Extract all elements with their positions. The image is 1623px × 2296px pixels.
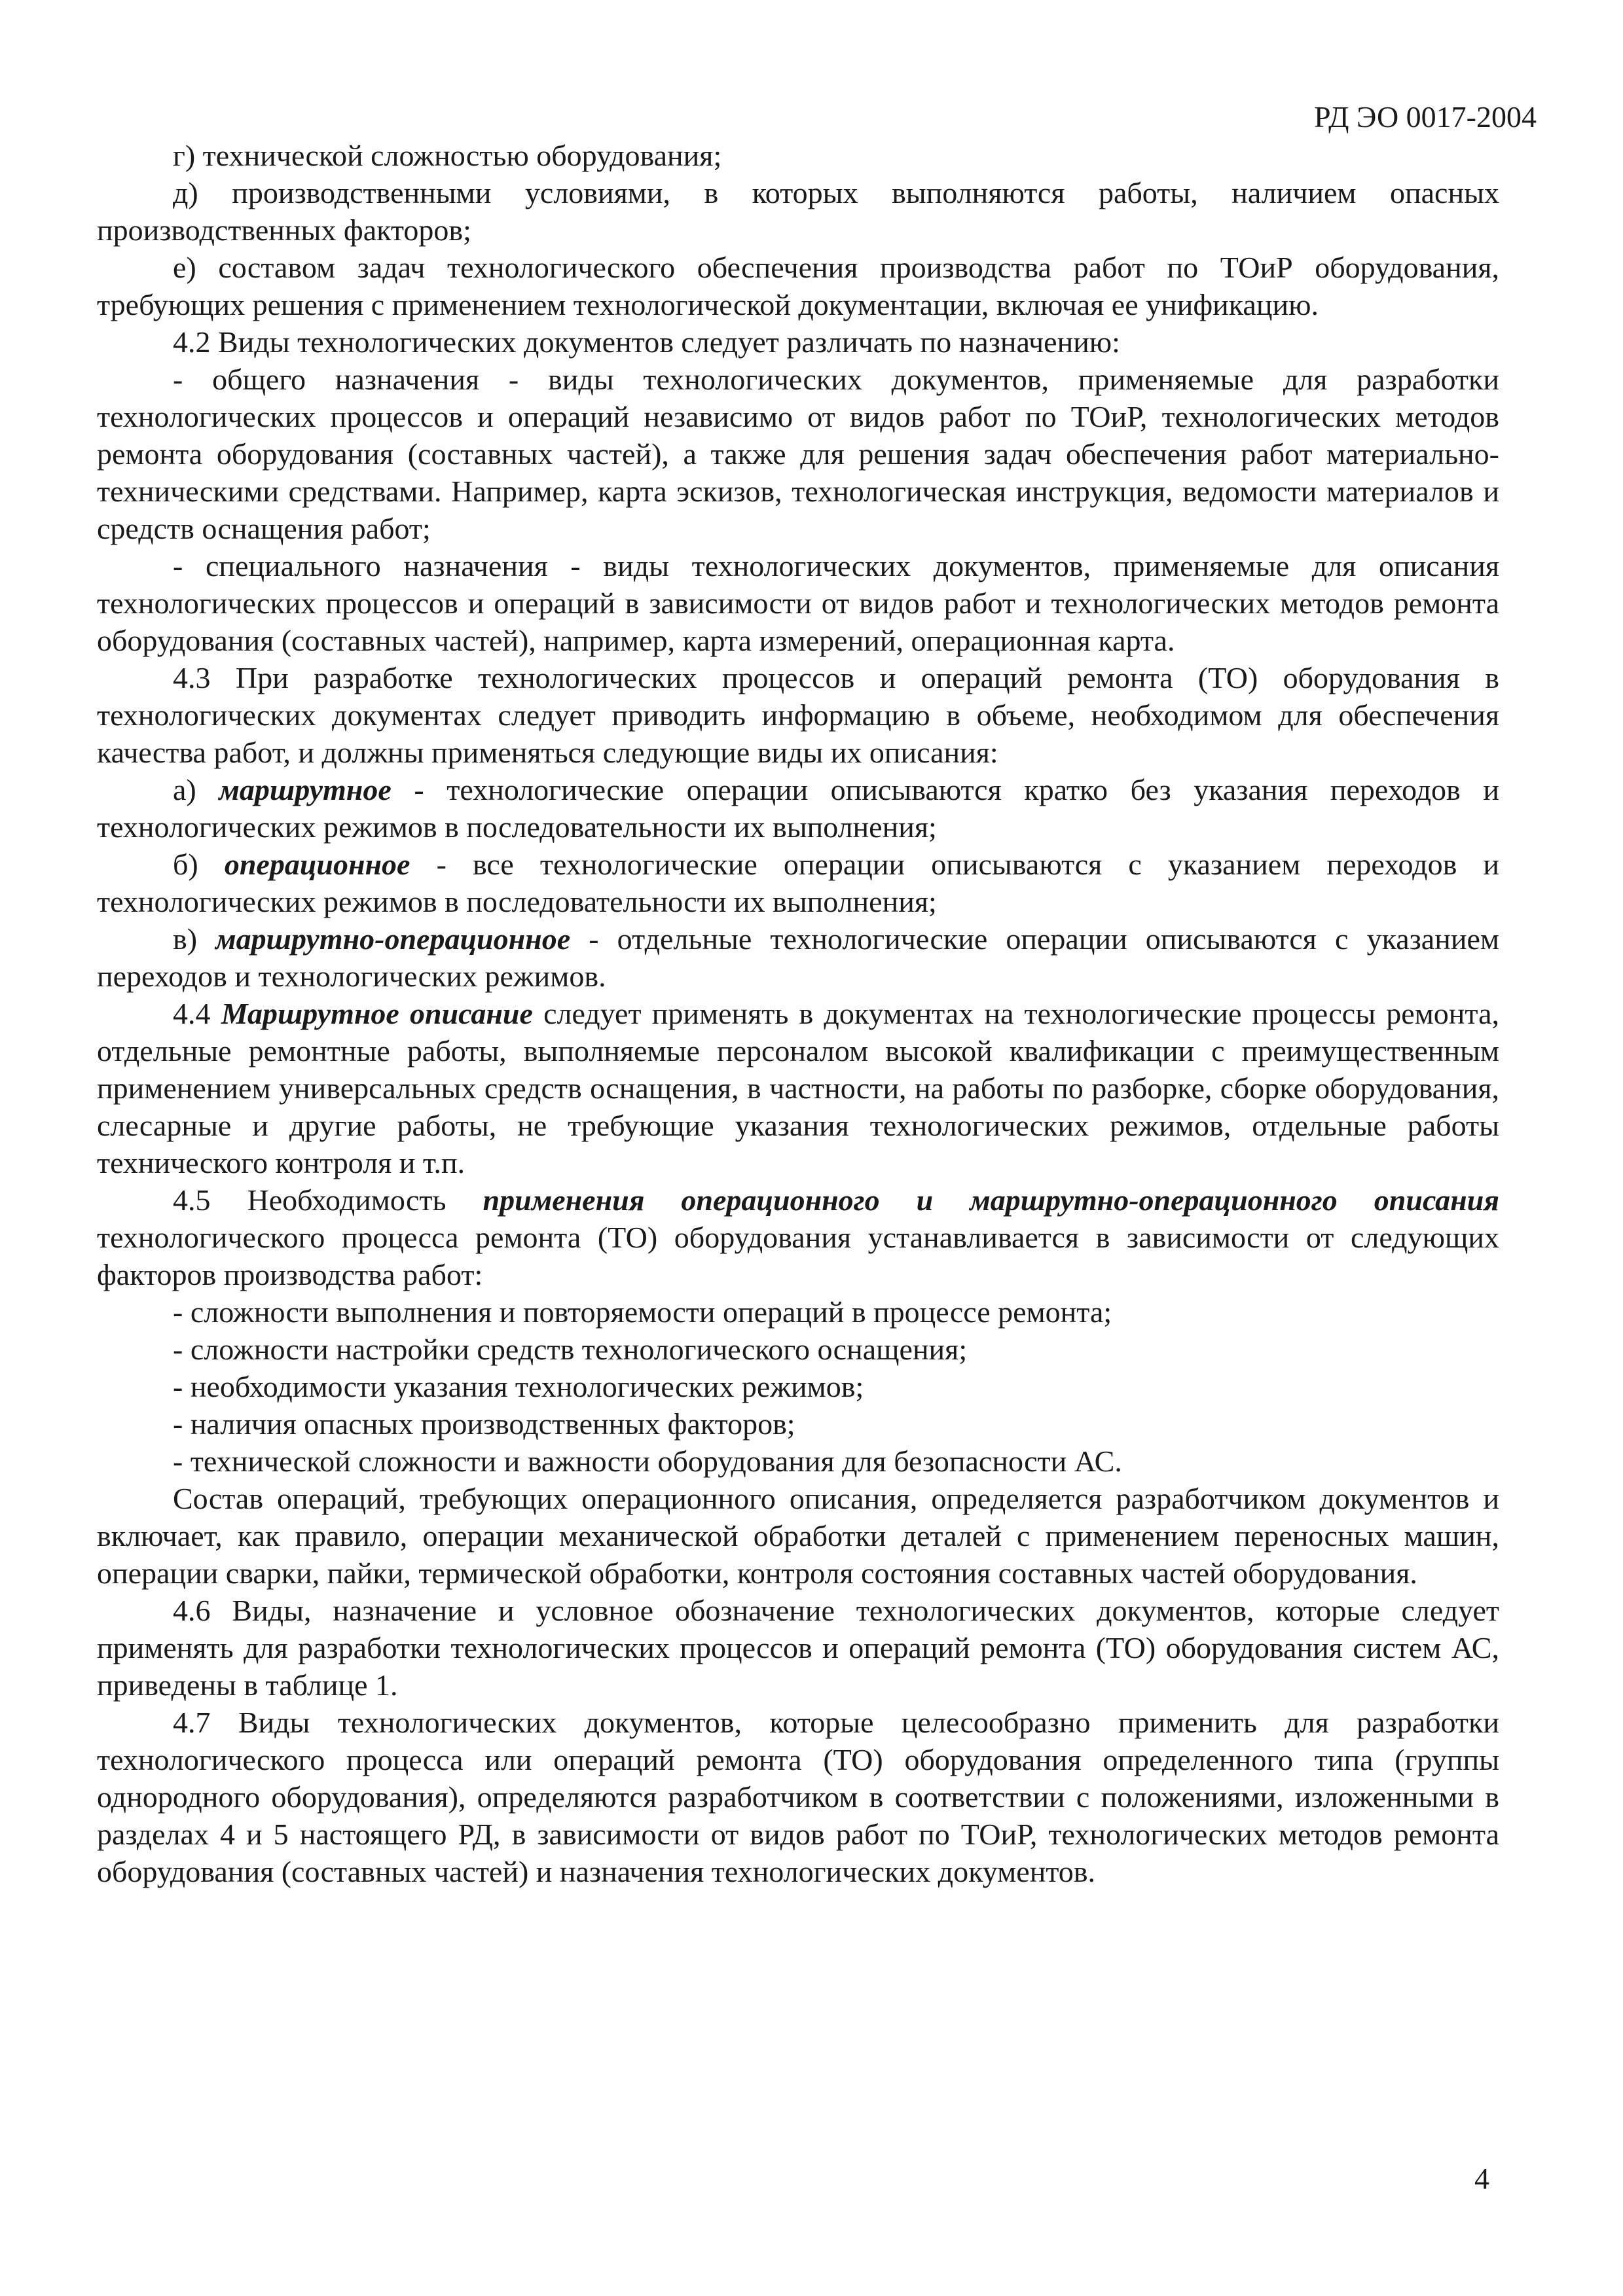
item-text: - все технологические операции описываются с указанием переходов и технологических режимов в последовательности их выполнения; bbox=[97, 848, 1499, 918]
item-text: - технологические операции описываются кратко без указания переходов и технологических режимов в последовательности их выполнения; bbox=[97, 773, 1499, 844]
paragraph-4-2: 4.2 Виды технологических документов следует различать по назначению: bbox=[173, 325, 1120, 359]
term-route: маршрутное bbox=[219, 773, 392, 806]
paragraph-4-6: 4.6 Виды, назначение и условное обозначение технологических документов, которые следует применять для разработки технологических процессов и операций ремонта (ТО) оборудования систем АС, приведены в таблице 1. bbox=[97, 1594, 1499, 1702]
paragraph-4-7: 4.7 Виды технологических документов, которые целесообразно применить для разработки технологического процесса или операций ремонта (ТО) оборудования определенного типа (группы однородного оборудования), определяются разработчиком в соответствии с положениями, изложенными в разделах 4 и 5 настоящего РД, в зависимости от видов работ по ТОиР, технологических методов ремонта оборудования (составных частей) и назначения технологических документов. bbox=[97, 1706, 1499, 1888]
paragraph-item-a bbox=[97, 771, 1499, 846]
item-text: следует применять в документах на технологические процессы ремонта, отдельные ремонтные работы, выполняемые персоналом высокой квалификации с преимущественным применением универсальных средств оснащения, в частности, на работы по разборке, сборке оборудования, слесарные и другие работы, не требующие указания технологических режимов, отдельные работы технического контроля и т.п. bbox=[97, 997, 1500, 1179]
paragraph-item-e: е) составом задач технологического обеспечения производства работ по ТОиР оборудования, требующих решения с применением технологической документации, включая ее унификацию. bbox=[97, 251, 1499, 321]
paragraph-item-v bbox=[97, 920, 1499, 995]
term-route-operational: маршрутно-операционное bbox=[215, 922, 571, 956]
list-item-special-purpose: - специального назначения - виды технологических документов, применяемые для описания технологических процессов и операций в зависимости от видов работ и технологических методов ремонта оборудования (составных частей), например, карта измерений, операционная карта. bbox=[97, 549, 1499, 657]
list-item-factor: - наличия опасных производственных факторов; bbox=[173, 1407, 795, 1441]
item-prefix: б) bbox=[173, 848, 225, 881]
list-item-factor: - необходимости указания технологических режимов; bbox=[173, 1370, 864, 1403]
item-prefix: 4.4 bbox=[173, 997, 221, 1030]
term-operational: операционное bbox=[224, 848, 410, 881]
paragraph-4-3: 4.3 При разработке технологических процессов и операций ремонта (ТО) оборудования в технологических документах следует приводить информацию в объеме, необходимом для обеспечения качества работ, и должны применяться следующие виды их описания: bbox=[97, 661, 1499, 769]
list-item-general-purpose: - общего назначения - виды технологических документов, применяемые для разработки технологических процессов и операций независимо от видов работ по ТОиР, технологических методов ремонта оборудования (составных частей), а также для решения задач обеспечения работ материально-техническими средствами. Например, карта эскизов, технологическая инструкция, ведомости материалов и средств оснащения работ; bbox=[97, 363, 1499, 545]
list-item-factor: - сложности выполнения и повторяемости операций в процессе ремонта; bbox=[173, 1295, 1112, 1329]
list-item-factor: - сложности настройки средств технологического оснащения; bbox=[173, 1333, 968, 1366]
page-number: 4 bbox=[1474, 2162, 1489, 2195]
item-text: технологического процесса ремонта (ТО) оборудования устанавливается в зависимости от следующих факторов производства работ: bbox=[97, 1221, 1499, 1291]
paragraph-4-4 bbox=[97, 995, 1499, 1181]
item-prefix: в) bbox=[173, 922, 216, 956]
item-prefix: 4.5 Необходимость bbox=[173, 1183, 483, 1217]
paragraph-4-5 bbox=[97, 1181, 1499, 1293]
document-code: РД ЭО 0017-2004 bbox=[1314, 100, 1537, 134]
item-text: - отдельные технологические операции описываются с указанием переходов и технологических режимов. bbox=[97, 922, 1499, 993]
document-body bbox=[97, 137, 1499, 1890]
paragraph-item-g: г) технической сложностью оборудования; bbox=[173, 139, 722, 172]
paragraph-item-d: д) производственными условиями, в которых выполняются работы, наличием опасных производственных факторов; bbox=[97, 176, 1499, 247]
term-application: применения операционного и маршрутно-операционного описания bbox=[483, 1183, 1499, 1217]
paragraph-operations-composition: Состав операций, требующих операционного описания, определяется разработчиком документов и включает, как правило, операции механической обработки деталей с применением переносных машин, операции сварки, пайки, термической обработки, контроля состояния составных частей оборудования. bbox=[97, 1482, 1499, 1590]
list-item-factor: - технической сложности и важности оборудования для безопасности АС. bbox=[173, 1444, 1122, 1478]
paragraph-item-b bbox=[97, 846, 1499, 920]
term-route-description: Маршрутное описание bbox=[221, 997, 533, 1030]
item-prefix: а) bbox=[173, 773, 219, 806]
